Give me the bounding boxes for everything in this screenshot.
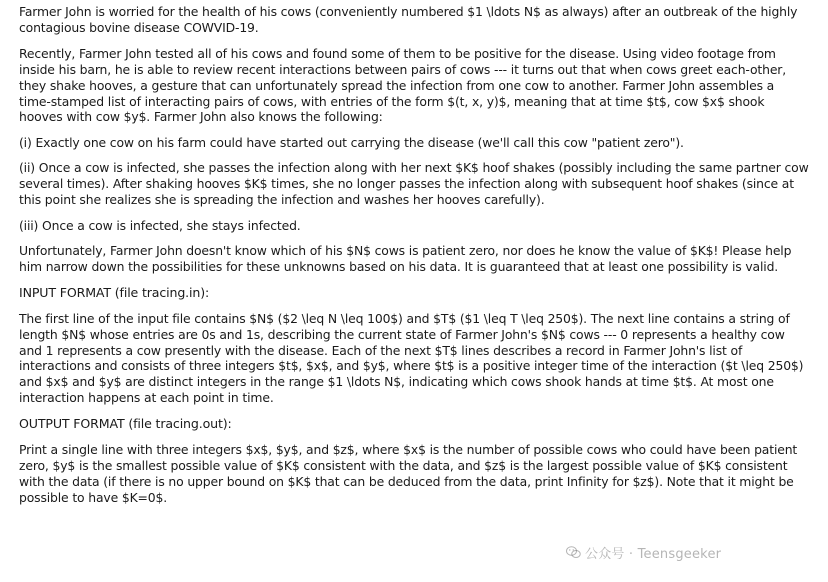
- fact-i-paragraph: (i) Exactly one cow on his farm could have started out carrying the disease (we'll call this cow "patient zero").: [19, 135, 684, 151]
- fact-iii-paragraph: (iii) Once a cow is infected, she stays infected.: [19, 217, 301, 233]
- watermark: [566, 543, 721, 562]
- unfortunately-paragraph: Unfortunately, Farmer John doesn't know which of his $N$ cows is patient zero, nor does he know the value of $K$! Please help him narrow down the possibilities for these unknowns based on his data. It is guaranteed that at least one possibility is valid.: [19, 242, 792, 274]
- input-format-heading: INPUT FORMAT (file tracing.in):: [19, 284, 210, 300]
- input-format-body: The first line of the input file contains $N$ ($2 \leq N \leq 100$) and $T$ ($1 \leq T \leq 250$). The next line contains a string of length $N$ whose entries are 0s and 1s, describing the current state of Farmer John's $N$ cows --- 0 represents a healthy cow and 1 represents a cow presently with the disease. Each of the next $T$ lines describes a record in Farmer John's list of interactions and consists of three integers $t$, $x$, and $y$, where $t$ is a positive integer time of the interaction ($t \leq 250$) and $x$ and $y$ are distinct integers in the range $1 \ldots N$, indicating which cows shook hands at time $t$. At most one interaction happens at each point in time.: [19, 310, 804, 406]
- wechat-icon: [566, 546, 581, 559]
- output-format-body: Print a single line with three integers $x$, $y$, and $z$, where $x$ is the number of possible cows who could have been patient zero, $y$ is the smallest possible value of $K$ consistent with the data, and $z$ is the largest possible value of $K$ consistent with the data (if there is no upper bound on $K$ that can be deduced from the data, print Infinity for $z$). Note that it might be possible to have $K=0$.: [19, 442, 798, 505]
- problem-statement: [19, 4, 809, 516]
- output-format-heading: OUTPUT FORMAT (file tracing.out):: [19, 416, 232, 432]
- fact-ii-paragraph: (ii) Once a cow is infected, she passes the infection along with her next $K$ hoof shakes (possibly including the same partner cow several times). After shaking hooves $K$ times, she no longer passes the infection along with subsequent hoof shakes (since at this point she realizes she is spreading the infection and washes her hooves carefully).: [19, 160, 809, 208]
- intro-paragraph: Farmer John is worried for the health of his cows (conveniently numbered $1 \ldots N$ as always) after an outbreak of the highly contagious bovine disease COWVID-19.: [19, 4, 798, 35]
- watermark-text: 公众号 · Teensgeeker: [585, 547, 722, 562]
- recently-paragraph: Recently, Farmer John tested all of his cows and found some of them to be positive for the disease. Using video footage from inside his barn, he is able to review recent interactions between pairs of cows --- it turns out that when cows greet each-other, they shake hooves, a gesture that can unfortunately spread the infection from one cow to another. Farmer John assembles a time-stamped list of interacting pairs of cows, with entries of the form $(t, x, y)$, meaning that at time $t$, cow $x$ shook hooves with cow $y$. Farmer John also knows the following:: [19, 45, 787, 125]
